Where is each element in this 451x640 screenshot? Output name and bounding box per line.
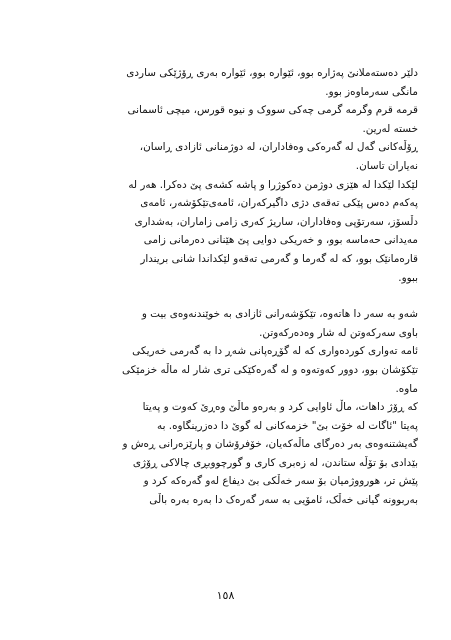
text-line: قارەمانێک بوو، کە لە گەرما و گەرمی تەقەو لێکداندا شانی بریندار xyxy=(140,252,418,265)
text-line: پەکەم دەس پێکی تەقەی دژی داگیرکەران، ئامەی‌تێکۆشەر، ئامەی xyxy=(140,197,418,210)
paragraph xyxy=(34,101,418,138)
text-line: ببوو. xyxy=(398,271,418,284)
text-line: بەربوونە گیانی خەڵک، ئامۆیی بە سەر گەرەک دا بەرە بەرە باڵی xyxy=(149,494,418,507)
text-line: باوی سەرکەوتن لە شار وەدەرکەوتن. xyxy=(259,326,418,339)
text-line: مەیدانی حەماسە بوو، و خەریکی دوایی پێ هێنانی دەرمانی زامی xyxy=(143,234,418,247)
paragraph xyxy=(34,176,418,288)
text-line: پەیتا "ئاگات لە خۆت بێ" خزمەکانی لە گوێ دا دەزرینگاوە. بە xyxy=(157,419,418,432)
text-line: خستە لەرین. xyxy=(362,122,418,135)
text-line: مانگی سەرماوەز بوو. xyxy=(325,85,418,98)
text-line: قرمە قرم وگرمە گرمی چەکی سووک و نیوە قورس، میچی ئاسمانی xyxy=(127,104,418,117)
text-line: بێدادی بۆ تۆڵە ستاندن، لە زەبری کاری و گورچووبڕی چالاکی ڕۆژی xyxy=(132,456,418,469)
text-line: کە ڕۆژ داهات، ماڵ ئاوایی کرد و بەرەو ماڵێ وەڕێ کەوت و پەیتا xyxy=(142,401,418,414)
text-line: پێش تر، هورووژمیان بۆ سەر خەڵکی بێ دیفاع لەو گەرەکە کرد و xyxy=(143,475,418,488)
text-line: تێکۆشان بوو، دوور کەوتەوە و لە گەرەکێکی تری شار لە ماڵە خزمێکی xyxy=(121,363,418,376)
paragraph xyxy=(34,138,418,175)
text-line: گەیشتنەوەی بەر دەرگای ماڵەکەیان، خۆفرۆشان و پارێزەرانی ڕەش و xyxy=(122,438,418,451)
paragraph-gap xyxy=(34,287,418,305)
text-line: نەیاران تاسان. xyxy=(355,159,418,172)
page-number: ١٥٨ xyxy=(216,589,235,602)
paragraph xyxy=(34,398,418,510)
text-line: دڵسۆز، سەرتۆپی وەفاداران، ساریژ کەری زامی زاماران، بەشداری xyxy=(134,215,418,228)
text-line: لێکدا لێکدا لە هێزی دوژمن دەکوژرا و پاشە کشەی پێ دەکرا. هەر لە xyxy=(128,178,418,191)
text-line: دلێر دەستەملانێ پەژارە بوو، ئێوارە بوو، ئێوارە بەری ڕۆژێکی ساردی xyxy=(126,67,418,79)
paragraph xyxy=(34,342,418,398)
text-line: ڕۆڵەکانی گەل لە گەرەکی وەفاداران، لە دوژمنانی ئازادی ڕاسان، xyxy=(139,141,418,154)
text-line: ماوە. xyxy=(395,382,418,395)
text-line: شەو بە سەر دا هاتەوە، تێکۆشەرانی ئازادی بە خوێندنەوەی بیت و xyxy=(141,308,418,321)
page-body xyxy=(34,64,418,510)
text-line: ئامە تەواری کوردەواری کە لە گۆڕەپانی شەڕ دا بە گەرمی خەریکی xyxy=(132,345,418,358)
paragraph xyxy=(34,64,418,101)
paragraph xyxy=(34,305,418,342)
